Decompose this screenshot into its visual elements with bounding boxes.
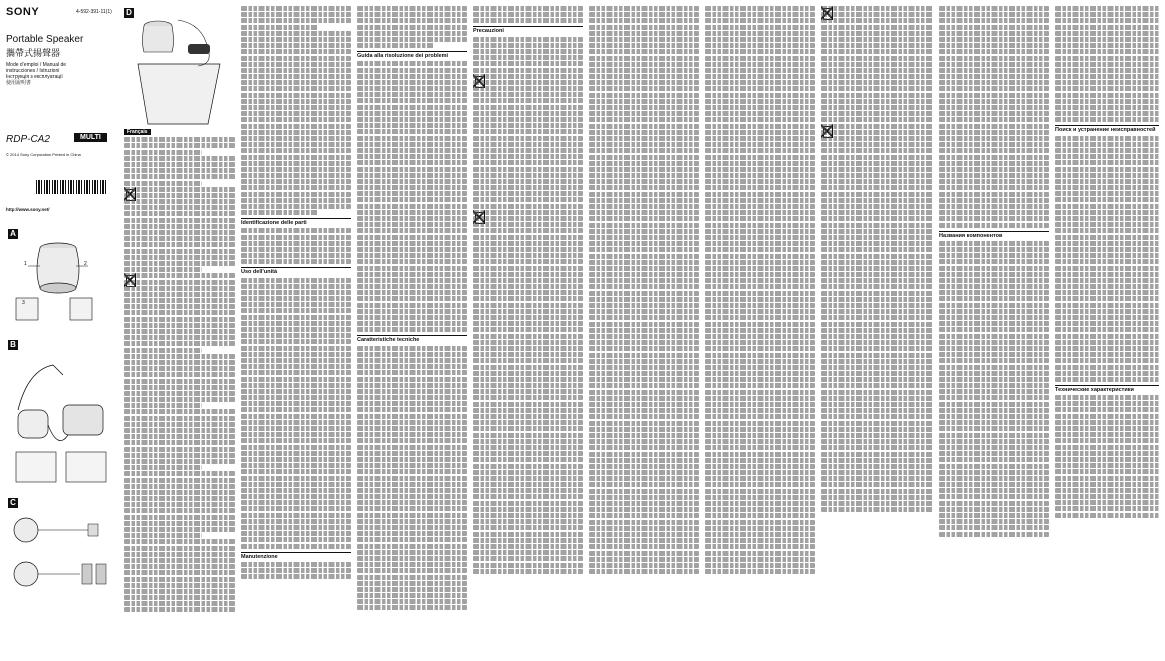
callout-1: 1 [24, 261, 27, 267]
column-russian-3 [1055, 6, 1159, 656]
part-number: 4-592-391-11(1) [76, 9, 112, 15]
model-number: RDP-CA2 [6, 134, 50, 145]
section-heading: Caratteristiche tecniche [357, 335, 467, 343]
section-heading: Guida alla risoluzione dei problemi [357, 51, 467, 59]
section-heading: Identificazione delle parti [241, 218, 351, 226]
subtitle-line: Mode d’emploi / Manual de [6, 62, 67, 68]
callout-3: 3 [22, 300, 25, 306]
figure-d-label: D [124, 8, 134, 18]
language-tab-french: Français [124, 129, 151, 135]
sony-url: http://www.sony.net/ [6, 207, 50, 212]
column-french [124, 128, 235, 653]
column-italian-1 [241, 6, 351, 656]
column-7 [705, 6, 815, 656]
figure-c-charging-illustration [8, 508, 113, 598]
subtitle-line: 使用說明書 [6, 80, 32, 86]
column-russian-2 [939, 6, 1049, 656]
multi-badge: MULTI [74, 133, 107, 142]
copyright-line: © 2014 Sony Corporation Printed in China [6, 152, 81, 157]
section-heading: Поиск и устранение неисправностей [1055, 125, 1159, 133]
subtitle-line: instrucciones / Istruzioni [6, 68, 60, 74]
figure-b-label: B [8, 340, 18, 350]
section-heading: Uso dell’unità [241, 267, 351, 275]
column-5 [473, 6, 583, 656]
column-italian-2 [357, 6, 467, 656]
section-heading: Названия компонентов [939, 231, 1049, 239]
callout-2: 2 [84, 261, 87, 267]
product-title-cn: 攜帶式揚聲器 [6, 48, 61, 58]
subtitle-line: Інструкція з експлуатації [6, 74, 63, 80]
column-russian-1 [821, 6, 933, 656]
section-heading: Precauzioni [473, 26, 583, 34]
brand-logo: SONY [6, 6, 40, 18]
figure-c-label: C [8, 498, 18, 508]
figure-a-label: A [8, 229, 18, 239]
column-6 [589, 6, 699, 656]
figure-d-carrying-case-illustration [128, 14, 233, 129]
figure-a-speaker-illustration [8, 236, 108, 326]
section-heading: Технические характеристики [1055, 385, 1159, 393]
section-heading: Manutenzione [241, 552, 351, 560]
manual-languages [6, 62, 66, 86]
barcode [36, 180, 106, 194]
product-title-en: Portable Speaker [6, 34, 84, 45]
figure-b-connection-illustration [8, 350, 113, 490]
